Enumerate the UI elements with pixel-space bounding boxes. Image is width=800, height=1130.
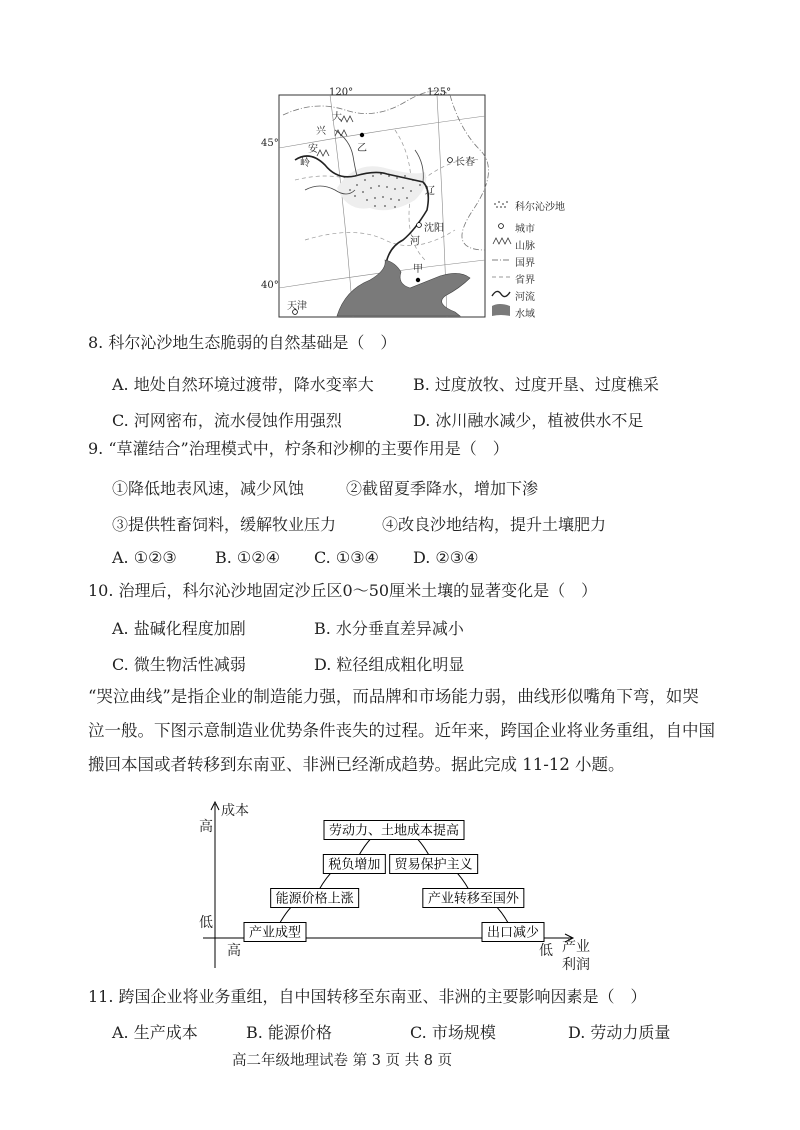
map-legend xyxy=(491,198,565,326)
lon-label-120: 120° xyxy=(329,87,354,98)
stage-label: 出口减少 xyxy=(486,925,540,941)
q8-option-d: D. 冰川融水减少，植被供水不足 xyxy=(413,411,644,430)
stage-label: 劳动力、土地成本提高 xyxy=(328,823,460,839)
question-8-stem: 8. 科尔沁沙地生态脆弱的自然基础是（ ） xyxy=(88,333,397,352)
q8-option-b: B. 过度放牧、过度开垦、过度樵采 xyxy=(413,375,659,394)
q10-option-a: A. 盐碱化程度加剧 xyxy=(112,619,246,638)
q9-statement-4: ④改良沙地结构，提升土壤肥力 xyxy=(382,515,607,534)
river-label-liao: 辽 xyxy=(425,186,435,197)
intro-line-2: 泣一般。下图示意制造业优势条件丧失的过程。近年来，跨国企业将业务重组，自中国 xyxy=(88,721,715,740)
stage-label: 贸易保护主义 xyxy=(394,857,473,873)
chart-xlabel-1: 产业 xyxy=(562,939,590,955)
river-label-he: 河 xyxy=(410,236,420,247)
q11-option-c: C. 市场规模 xyxy=(410,1023,496,1042)
q9-option-b: B. ①②④ xyxy=(215,548,280,567)
stage-label: 产业转移至国外 xyxy=(427,891,519,907)
q9-option-c: C. ①③④ xyxy=(314,548,379,567)
legend-label-sandy: 科尔沁沙地 xyxy=(515,202,565,213)
q9-statement-1: ①降低地表风速，减少风蚀 xyxy=(112,479,305,498)
stage-label: 税负增加 xyxy=(328,857,381,873)
city-label-shenyang: 沈阳 xyxy=(424,223,444,234)
intro-paragraph xyxy=(88,680,718,782)
legend-label-provincial-border: 省界 xyxy=(515,275,535,286)
question-9-stem: 9. “草灌结合”治理模式中，柠条和沙柳的主要作用是（ ） xyxy=(88,439,509,458)
legend-label-national-border: 国界 xyxy=(515,258,535,269)
mountain-icon xyxy=(493,238,511,244)
q9-statement-2: ②截留夏季降水，增加下渗 xyxy=(346,479,539,498)
city-label-tianjin: 天津 xyxy=(287,301,307,312)
lat-label-40: 40° xyxy=(261,280,279,291)
q9-option-a: A. ①②③ xyxy=(112,548,177,567)
place-label-jia: 甲 xyxy=(413,264,423,275)
mountain-label-ling: 岭 xyxy=(300,158,310,169)
chart-ylabel: 成本 xyxy=(221,803,249,819)
sandy-land-icon xyxy=(494,201,508,208)
intro-line-1: “哭泣曲线”是指企业的制造能力强，而品牌和市场能力弱，曲线形似嘴角下弯，如哭 xyxy=(88,687,699,706)
chart-y-low: 低 xyxy=(199,915,213,931)
question-11-stem: 11. 跨国企业将业务重组，自中国转移至东南亚、非洲的主要影响因素是（ ） xyxy=(88,987,647,1006)
q8-option-a: A. 地处自然环境过渡带，降水变率大 xyxy=(112,375,374,394)
q9-statement-3: ③提供牲畜饲料，缓解牧业压力 xyxy=(112,515,337,534)
q11-option-a: A. 生产成本 xyxy=(112,1023,198,1042)
chart-xlabel-2: 利润 xyxy=(562,957,590,973)
mountain-label-xing: 兴 xyxy=(316,126,326,137)
legend-label-city: 城市 xyxy=(515,224,535,235)
city-icon xyxy=(499,224,504,229)
page-footer: 高二年级地理试卷 第 3 页 共 8 页 xyxy=(232,1053,453,1069)
river-icon xyxy=(492,291,510,296)
legend-label-water: 水域 xyxy=(515,309,535,320)
stage-label: 产业成型 xyxy=(248,925,302,941)
mountain-label-da: 大 xyxy=(332,112,342,123)
lon-label-125: 125° xyxy=(427,87,452,98)
q9-option-d: D. ②③④ xyxy=(413,548,479,567)
q10-option-c: C. 微生物活性减弱 xyxy=(112,655,246,674)
q10-option-d: D. 粒径组成粗化明显 xyxy=(314,655,465,674)
lat-label-45: 45° xyxy=(261,138,279,149)
intro-line-3: 搬回本国或者转移到东南亚、非洲已经渐成趋势。据此完成 11-12 小题。 xyxy=(88,755,625,774)
mountain-label-an: 安 xyxy=(308,144,318,155)
legend-icons xyxy=(491,198,513,326)
chart-x-low: 低 xyxy=(539,943,553,959)
q11-option-b: B. 能源价格 xyxy=(246,1023,332,1042)
water-area-icon xyxy=(492,304,510,316)
crying-curve-chart xyxy=(195,800,615,975)
legend-label-mountain: 山脉 xyxy=(515,241,535,252)
chart-x-high: 高 xyxy=(227,943,241,959)
place-label-yi: 乙 xyxy=(357,143,367,154)
chart-y-high: 高 xyxy=(199,819,213,835)
city-label-changchun: 长春 xyxy=(455,157,475,168)
question-10-stem: 10. 治理后，科尔沁沙地固定沙丘区0～50厘米土壤的显著变化是（ ） xyxy=(88,581,598,600)
q10-option-b: B. 水分垂直差异减小 xyxy=(314,619,464,638)
legend-label-river: 河流 xyxy=(515,292,535,303)
map-svg xyxy=(275,90,489,326)
stage-label: 能源价格上涨 xyxy=(275,891,354,907)
q8-option-c: C. 河网密布，流水侵蚀作用强烈 xyxy=(112,411,342,430)
map-figure xyxy=(261,87,565,326)
q11-option-d: D. 劳动力质量 xyxy=(568,1023,671,1042)
